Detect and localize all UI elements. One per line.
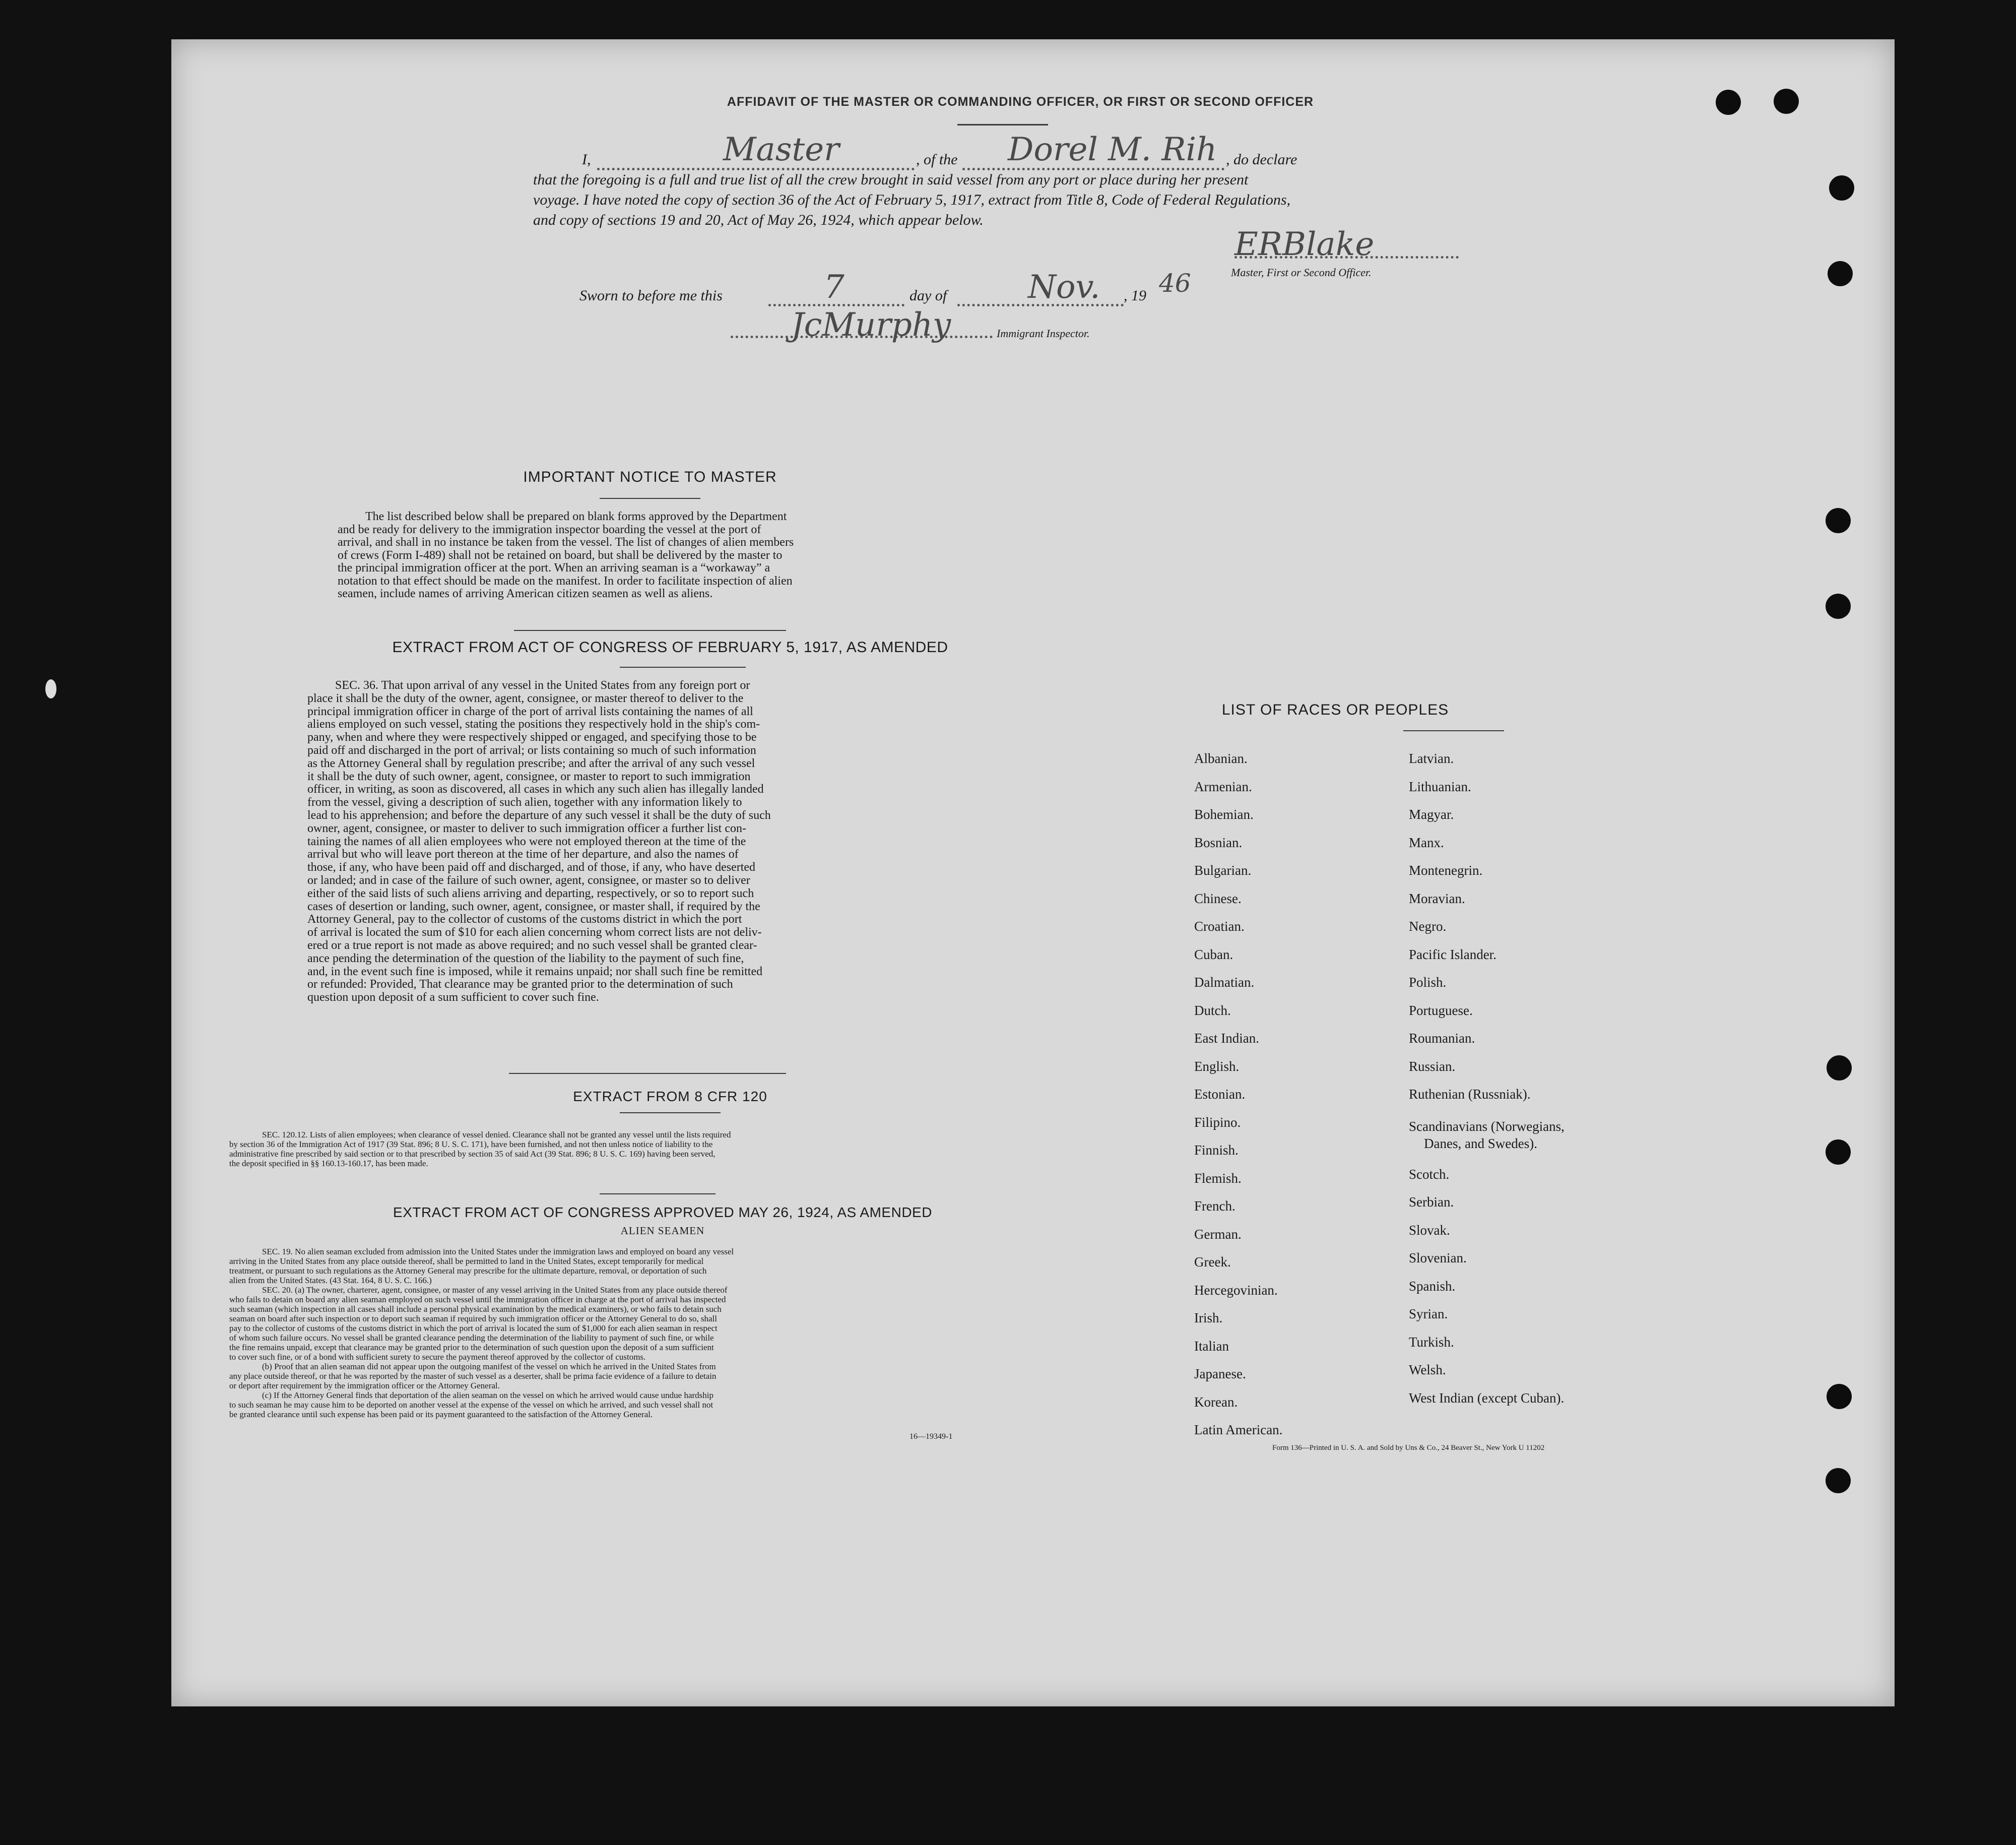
race-item: Armenian.	[1194, 779, 1252, 794]
form-print-note: Form 136—Printed in U. S. A. and Sold by Uns & Co., 24 Beaver St., New York U 11202	[1272, 1444, 1545, 1452]
notice-line: the principal immigration officer at the port. When an arriving seaman is a “workaway” a	[338, 561, 770, 575]
race-item: Irish.	[1194, 1310, 1223, 1325]
form-code: 16—19349-1	[909, 1432, 953, 1441]
races-column-1	[1194, 745, 1396, 1444]
extract-line: SEC. 36. That upon arrival of any vessel in the United States from any foreign port or	[335, 679, 750, 692]
punch-hole-icon	[1827, 1384, 1852, 1409]
extract-line: officer, in writing, as soon as discovered, all cases in which any such alien has illegally landed	[307, 783, 764, 796]
divider	[600, 498, 700, 499]
race-item: Manx.	[1409, 835, 1444, 850]
race-item: Portuguese.	[1409, 1002, 1473, 1018]
notice-body	[338, 511, 1048, 601]
sworn-prefix: Sworn to before me this	[579, 287, 723, 304]
race-item: Cuban.	[1194, 946, 1233, 962]
seamen-line: who fails to detain on board any alien seaman employed on such vessel until the immigration officer in charge at the port of arrival has inspected	[229, 1295, 726, 1304]
race-item: Finnish.	[1194, 1142, 1239, 1158]
handwritten-role: Master	[723, 131, 839, 168]
race-item-line: Scandinavians (Norwegians,	[1409, 1118, 1565, 1134]
extract-line: or refunded: Provided, That clearance may be granted prior to the determination of such	[307, 978, 733, 991]
race-item: Serbian.	[1409, 1194, 1454, 1210]
extract-line: either of the said lists of such aliens arriving and departing, respectively, or so to report such	[307, 886, 754, 900]
extract-line: of arrival is located the sum of $10 for each alien concerning whom correct lists are not deliv-	[307, 926, 762, 939]
seamen-line: or deport after requirement by the immigration officer or the Attorney General.	[229, 1381, 500, 1390]
race-item: Slovenian.	[1409, 1250, 1467, 1265]
extract-cfr-body	[229, 1130, 1131, 1168]
year-prefix: , 19	[1124, 287, 1146, 304]
race-item: Montenegrin.	[1409, 863, 1483, 878]
race-item: Bulgarian.	[1194, 863, 1252, 878]
race-item-line: Danes, and Swedes).	[1424, 1135, 1537, 1151]
race-item: Welsh.	[1409, 1362, 1446, 1377]
race-item: Russian.	[1409, 1058, 1456, 1074]
divider	[620, 667, 746, 668]
extract-line: Attorney General, pay to the collector of customs of the customs district in which the port	[307, 913, 742, 926]
handwritten-vessel: Dorel M. Rih	[1008, 131, 1217, 168]
punch-hole-icon	[1826, 1468, 1851, 1493]
race-item: Slovak.	[1409, 1222, 1450, 1238]
race-item: Hercegovinian.	[1194, 1282, 1278, 1298]
race-item: Lithuanian.	[1409, 779, 1471, 794]
declaration-line: that the foregoing is a full and true list of all the crew brought in said vessel from any port or place during her present	[533, 171, 1249, 188]
cfr-line: SEC. 120.12. Lists of alien employees; when clearance of vessel denied. Clearance shall not be granted any vessel until the lists required	[262, 1130, 731, 1139]
master-signature: ERBlake	[1234, 226, 1375, 263]
divider	[620, 1112, 721, 1113]
race-item: Chinese.	[1194, 890, 1242, 906]
handwritten-day: 7	[824, 269, 844, 306]
punch-hole-icon	[1826, 1139, 1851, 1165]
seamen-line: of whom such failure occurs. No vessel shall be granted clearance pending the determination of the liability to payment of such fine, or while	[229, 1333, 714, 1343]
extract-line: cases of desertion or landing, such owner, agent, consignee, or master shall, if required by the	[307, 900, 760, 913]
race-item: Roumanian.	[1409, 1031, 1475, 1046]
race-item: Syrian.	[1409, 1306, 1448, 1321]
seamen-line: to cover such fine, or of a bond with sufficient surety to secure the payment thereof approved by the collector of customs.	[229, 1352, 646, 1362]
extract-1924-title: EXTRACT FROM ACT OF CONGRESS APPROVED MAY 26, 1924, AS AMENDED	[393, 1204, 932, 1220]
extract-line: ance pending the determination of the question of the liability to the payment of such fine,	[307, 951, 744, 965]
text-of-the: , of the	[916, 151, 958, 168]
race-item: Bohemian.	[1194, 807, 1254, 822]
race-item: Estonian.	[1194, 1087, 1246, 1102]
handwritten-month: Nov.	[1028, 269, 1100, 306]
seamen-line: (b) Proof that an alien seaman did not appear upon the outgoing manifest of the vessel on which he arrived in the United States from	[262, 1362, 716, 1371]
race-item: Dalmatian.	[1194, 975, 1255, 990]
punch-hole-icon	[1827, 1055, 1852, 1080]
seamen-line: SEC. 20. (a) The owner, charterer, agent, consignee, or master of any vessel arriving in the United States from any place outside thereof	[262, 1285, 728, 1295]
affidavit-title: AFFIDAVIT OF THE MASTER OR COMMANDING OFFICER, OR FIRST OR SECOND OFFICER	[727, 95, 1314, 109]
master-caption: Master, First or Second Officer.	[1231, 266, 1372, 279]
race-item: Turkish.	[1409, 1334, 1454, 1350]
race-item: Korean.	[1194, 1394, 1238, 1410]
declaration-line: voyage. I have noted the copy of section 36 of the Act of February 5, 1917, extract from Title 8, Code of Federal Regulations,	[533, 192, 1291, 208]
edge-mark-icon	[45, 679, 56, 698]
race-item: Bosnian.	[1194, 835, 1243, 850]
seamen-line: treatment, or pursuant to such regulations as the Attorney General may prescribe for the ultimate departure, removal, or deportation of such	[229, 1266, 707, 1276]
race-item: Filipino.	[1194, 1114, 1241, 1130]
race-item: West Indian (except Cuban).	[1409, 1390, 1565, 1406]
punch-hole-icon	[1826, 594, 1851, 619]
notice-line: and be ready for delivery to the immigration inspector boarding the vessel at the port of	[338, 523, 761, 536]
inspector-caption: Immigrant Inspector.	[997, 327, 1090, 340]
seamen-line: SEC. 19. No alien seaman excluded from admission into the United States under the immigration laws and employed on board any vessel	[262, 1247, 734, 1256]
races-column-2	[1409, 745, 1691, 1412]
declaration-line: and copy of sections 19 and 20, Act of May 26, 1924, which appear below.	[533, 212, 984, 228]
notice-line: of crews (Form I-489) shall not be retained on board, but shall be delivered by the master to	[338, 548, 783, 562]
divider	[514, 630, 786, 631]
race-item: Pacific Islander.	[1409, 946, 1497, 962]
notice-line: The list described below shall be prepared on blank forms approved by the Department	[365, 510, 787, 523]
text-do-declare: , do declare	[1226, 151, 1297, 168]
race-item: Flemish.	[1194, 1170, 1242, 1186]
extract-line: lead to his apprehension; and before the departure of any such vessel it shall be the duty of such	[307, 808, 771, 822]
seamen-line: (c) If the Attorney General finds that deportation of the alien seaman on the vessel on which he arrived would cause undue hardship	[262, 1390, 713, 1400]
extract-line: as the Attorney General shall by regulation prescribe; and after the arrival of any such vessel	[307, 756, 755, 770]
extract-line: principal immigration officer in charge of the port of arrival lists containing the names of all	[307, 705, 753, 718]
extract-line: arrival but who will leave port thereon at the time of her departure, and also the names of	[307, 848, 739, 861]
extract-line: and, in the event such fine is imposed, while it remains unpaid; nor shall such fine be remitted	[307, 965, 763, 978]
race-item: German.	[1194, 1226, 1242, 1242]
seamen-line: seaman on board after such inspection or to deport such seaman if required by such immigration officer or the Attorney General to do so, shall	[229, 1314, 717, 1323]
race-item: Albanian.	[1194, 751, 1248, 766]
divider	[1403, 730, 1504, 731]
extract-1917-body	[307, 679, 1051, 1004]
document-page	[171, 39, 1895, 1706]
seamen-line: pay to the collector of customs of the customs district in which the port of arrival is located the sum of $1,000 for each alien seaman in respect	[229, 1323, 718, 1333]
race-item: Latvian.	[1409, 751, 1454, 766]
text-day-of: day of	[909, 287, 947, 304]
punch-hole-icon	[1826, 508, 1851, 533]
race-item: Magyar.	[1409, 807, 1454, 822]
race-item: Moravian.	[1409, 890, 1465, 906]
extract-line: aliens employed on such vessel, stating the positions they respectively hold in the ship's com-	[307, 718, 760, 731]
extract-line: taining the names of all alien employees who were not employed thereon at the time of the	[307, 835, 746, 848]
notice-title: IMPORTANT NOTICE TO MASTER	[523, 469, 777, 485]
seamen-line: be granted clearance until such expense has been paid or its payment guaranteed to the satisfaction of the Attorney General.	[229, 1410, 653, 1419]
race-item: Croatian.	[1194, 919, 1245, 934]
extract-line: from the vessel, giving a description of such alien, together with any information likely to	[307, 796, 742, 809]
inspector-signature: JcMurphy	[791, 306, 951, 344]
extract-1917-title: EXTRACT FROM ACT OF CONGRESS OF FEBRUARY 5, 1917, AS AMENDED	[392, 639, 948, 656]
race-item: Scotch.	[1409, 1166, 1450, 1182]
race-item	[1409, 1118, 1691, 1152]
extract-line: owner, agent, consignee, or master to deliver to such immigration officer a further list con-	[307, 821, 746, 835]
cfr-line: the deposit specified in §§ 160.13-160.17, has been made.	[229, 1159, 428, 1168]
extract-cfr-title: EXTRACT FROM 8 CFR 120	[573, 1089, 767, 1104]
notice-line: arrival, and shall in no instance be taken from the vessel. The list of changes of alien members	[338, 536, 794, 549]
race-item: East Indian.	[1194, 1031, 1259, 1046]
race-item: English.	[1194, 1058, 1240, 1074]
race-item: Spanish.	[1409, 1278, 1456, 1294]
seamen-line: any place outside thereof, or that he was reported by the master of such vessel as a deserter, shall be prima facie evidence of a failure to detain	[229, 1371, 717, 1381]
extract-line: place it shall be the duty of the owner, agent, consignee, or master thereof to deliver to the	[307, 691, 744, 705]
race-item: Latin American.	[1194, 1422, 1283, 1437]
race-item: Dutch.	[1194, 1002, 1231, 1018]
seamen-line: alien from the United States. (43 Stat. 164, 8 U. S. C. 166.)	[229, 1276, 432, 1285]
seamen-line: arriving in the United States from any place outside thereof, shall be permitted to land in the United States, except temporarily for medical	[229, 1256, 704, 1266]
notice-line: notation to that effect should be made on the manifest. In order to facilitate inspection of alien	[338, 574, 793, 588]
race-item: Negro.	[1409, 919, 1447, 934]
races-title: LIST OF RACES OR PEOPLES	[1221, 702, 1449, 718]
punch-hole-icon	[1829, 175, 1854, 201]
cfr-line: by section 36 of the Immigration Act of 1917 (39 Stat. 896; 8 U. S. C. 171), have been furnished, and not then unless notice of liability to the	[229, 1139, 713, 1149]
divider	[509, 1073, 786, 1074]
divider	[957, 124, 1048, 125]
seamen-line: the fine remains unpaid, except that clearance may be granted prior to the determination of such question upon the deposit of a sum sufficient	[229, 1343, 714, 1352]
race-item: French.	[1194, 1198, 1235, 1214]
punch-hole-icon	[1828, 261, 1853, 286]
extract-line: it shall be the duty of such owner, agent, consignee, or master to report to such immigration	[307, 770, 751, 783]
race-item: Italian	[1194, 1338, 1229, 1354]
race-item: Japanese.	[1194, 1366, 1246, 1381]
extract-line: question upon deposit of a sum sufficient to cover such fine.	[307, 991, 599, 1004]
extract-1924-subtitle: ALIEN SEAMEN	[620, 1225, 705, 1237]
race-item: Ruthenian (Russniak).	[1409, 1087, 1531, 1102]
race-item: Greek.	[1194, 1254, 1231, 1269]
extract-line: paid off and discharged in the port of arrival; or lists containing so much of such information	[307, 743, 756, 757]
race-item: Polish.	[1409, 975, 1447, 990]
notice-line: seamen, include names of arriving American citizen seamen as well as aliens.	[338, 587, 713, 600]
extract-1924-body	[229, 1247, 1131, 1419]
extract-line: or landed; and in case of the failure of such owner, agent, consignee, or master so to deliver	[307, 873, 750, 887]
extract-line: those, if any, who have been paid off and discharged, and of those, if any, who have deserted	[307, 861, 756, 874]
text-i: I,	[582, 151, 591, 168]
extract-line: pany, when and where they were respectively shipped or engaged, and specifying those to be	[307, 731, 757, 744]
cfr-line: administrative fine prescribed by said section or to that prescribed by section 35 of said Act (39 Stat. 896; 8 U. S. C. 169) having been served,	[229, 1149, 716, 1159]
seamen-line: such seaman (which inspection in all cases shall include a personal physical examination by the medical examiners), or who fails to detain such	[229, 1304, 722, 1314]
divider	[600, 1193, 716, 1194]
extract-line: ered or a true report is not made as above required; and no such vessel shall be granted clear-	[307, 938, 757, 952]
seamen-line: to such seaman he may cause him to be deported on another vessel at the expense of the vessel on which he arrived, and such vessel shall not	[229, 1400, 713, 1410]
handwritten-year: 46	[1159, 269, 1191, 298]
